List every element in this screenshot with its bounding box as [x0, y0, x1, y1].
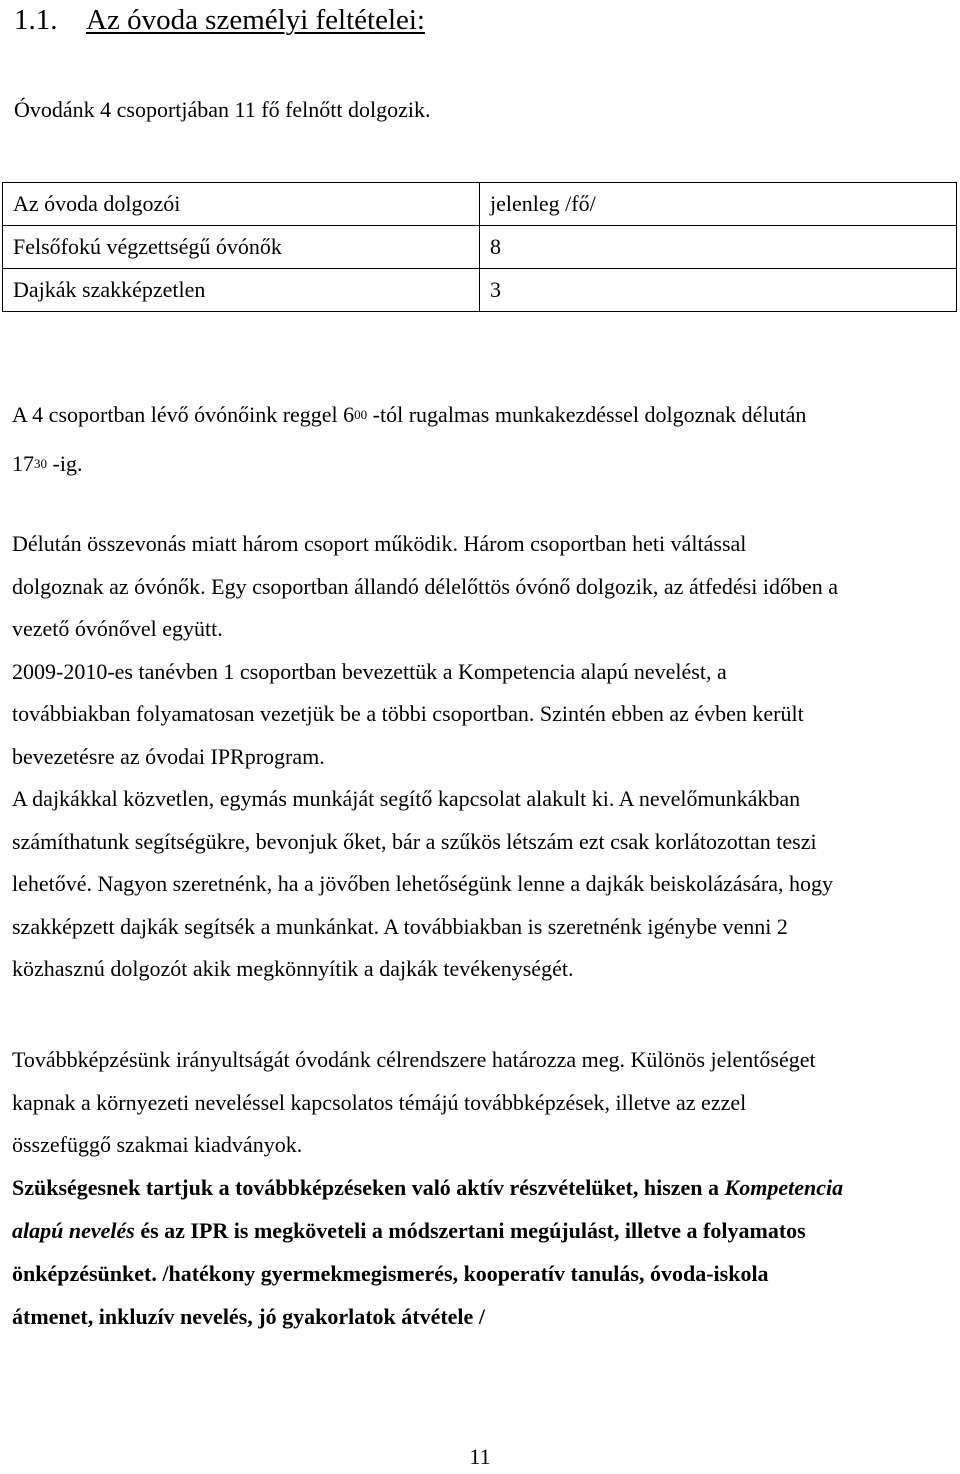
text-run: -tól rugalmas munkakezdéssel dolgoznak délután: [367, 402, 807, 427]
intro-sentence: Óvodánk 4 csoportjában 11 fő felnőtt dolgozik.: [14, 97, 431, 122]
table-row: [3, 226, 957, 269]
paragraph-line: A dajkákkal közvetlen, egymás munkáját segítő kapcsolat alakult ki. A nevelőmunkákban: [12, 786, 801, 811]
superscript: 30: [34, 456, 47, 471]
paragraph-line: Délután összevonás miatt három csoport működik. Három csoportban heti váltással: [12, 531, 747, 556]
table-row: [3, 269, 957, 312]
text-run: Szükségesnek tartjuk a továbbképzéseken való aktív részvételüket, hiszen a: [12, 1175, 725, 1200]
paragraph-line: szakképzett dajkák segítsék a munkánkat. A továbbiakban is szeretnénk igénybe venni 2: [12, 913, 788, 939]
text-run: -ig.: [47, 451, 83, 476]
paragraph-line: kapnak a környezeti neveléssel kapcsolatos témájú továbbképzések, illetve az ezzel: [12, 1089, 747, 1115]
table-header-cell: Az óvoda dolgozói: [3, 183, 480, 226]
paragraph-line: számíthatunk segítségükre, bevonjuk őket, bár a szűkös létszám ezt csak korlátozottan teszi: [12, 828, 817, 854]
section-title: Az óvoda személyi feltételei:: [86, 4, 425, 36]
section-heading: [14, 0, 425, 40]
section-number: 1.1.: [14, 4, 58, 36]
paragraph-line: [12, 441, 806, 490]
table-cell: Dajkák szakképzetlen: [3, 269, 480, 312]
page-number: 11: [469, 1444, 491, 1469]
paragraph-line: Továbbképzésünk irányultságát óvodánk célrendszere határozza meg. Különös jelentőséget: [12, 1047, 816, 1072]
text-run: A 4 csoportban lévő óvónőink reggel 6: [12, 402, 355, 427]
paragraph-line: lehetővé. Nagyon szeretnénk, ha a jövőben lehetőségünk lenne a dajkák beiskolázására, hogy: [12, 871, 834, 896]
table-header-row: [3, 183, 957, 226]
paragraph-line: dolgoznak az óvónők. Egy csoportban állandó délelőttös óvónő dolgozik, az átfedési időben a: [12, 573, 838, 599]
italic-text: Kompetencia: [724, 1175, 844, 1200]
staff-table: [2, 182, 957, 312]
paragraph-line: 2009-2010-es tanévben 1 csoportban bevezettük a Kompetencia alapú nevelést, a: [12, 658, 727, 684]
table-cell: Felsőfokú végzettségű óvónők: [3, 226, 480, 269]
training-paragraph: [12, 1039, 816, 1167]
italic-text: alapú nevelés: [12, 1218, 135, 1243]
paragraph-line: közhasznú dolgozót akik megkönnyítik a dajkák tevékenységét.: [12, 956, 574, 981]
paragraph-line: összefüggő szakmai kiadványok.: [12, 1132, 303, 1157]
text-run: 17: [12, 451, 34, 476]
paragraph-line: bevezetésre az óvodai IPRprogram.: [12, 743, 325, 769]
schedule-paragraph: [12, 392, 806, 490]
paragraph-line: vezető óvónővel együtt.: [12, 616, 223, 641]
table-cell: 3: [480, 269, 957, 312]
paragraph-line: továbbiakban folyamatosan vezetjük be a többi csoportban. Szintén ebben az évben került: [12, 701, 804, 726]
table-header-cell: jelenleg /fő/: [480, 183, 957, 226]
bold-paragraph: [12, 1166, 843, 1338]
paragraph-line: önképzésünket. /hatékony gyermekmegismerés, kooperatív tanulás, óvoda-iskola: [12, 1261, 769, 1286]
paragraph-line: [12, 1209, 843, 1252]
text-run: és az IPR is megköveteli a módszertani megújulást, illetve a folyamatos: [134, 1218, 806, 1243]
groups-paragraph: [12, 523, 838, 991]
paragraph-line: [12, 1166, 843, 1209]
superscript: 00: [354, 407, 368, 422]
paragraph-line: [12, 392, 806, 441]
table-cell: 8: [480, 226, 957, 269]
paragraph-line: átmenet, inkluzív nevelés, jó gyakorlatok átvétele /: [12, 1304, 485, 1329]
